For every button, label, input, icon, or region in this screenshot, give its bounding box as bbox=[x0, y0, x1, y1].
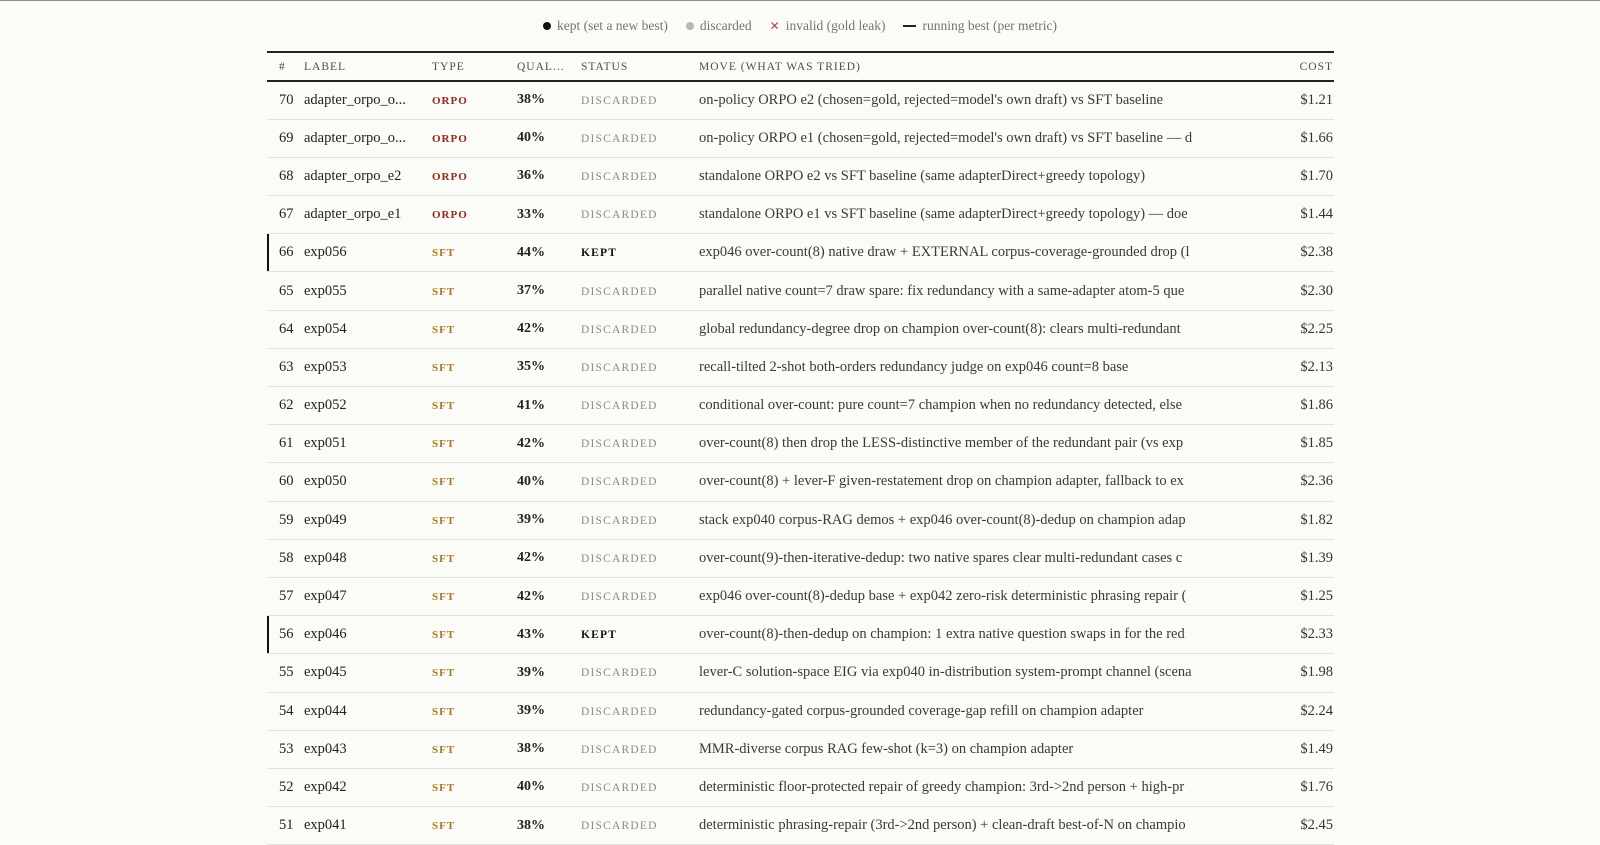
type-badge: SFT bbox=[432, 743, 456, 756]
legend-invalid bbox=[770, 18, 886, 34]
table-row[interactable] bbox=[267, 234, 1334, 272]
row-cost-cell: $2.13 bbox=[1211, 348, 1334, 386]
row-status-cell bbox=[581, 654, 699, 692]
row-move-cell: deterministic phrasing-repair (3rd->2nd person) + clean-draft best-of-N on champio bbox=[699, 807, 1211, 845]
type-badge: SFT bbox=[432, 705, 456, 718]
row-number-cell: 55 bbox=[267, 654, 304, 692]
row-type-cell bbox=[432, 807, 517, 845]
row-number-cell: 63 bbox=[267, 348, 304, 386]
row-quality-cell: 40% bbox=[517, 119, 581, 157]
row-move-cell: standalone ORPO e2 vs SFT baseline (same adapterDirect+greedy topology) bbox=[699, 157, 1211, 195]
type-badge: ORPO bbox=[432, 94, 468, 107]
row-label-cell: exp051 bbox=[304, 425, 432, 463]
row-quality-cell: 42% bbox=[517, 539, 581, 577]
legend-discarded-label: discarded bbox=[699, 18, 752, 33]
type-badge: SFT bbox=[432, 667, 456, 680]
row-quality-cell: 42% bbox=[517, 310, 581, 348]
experiments-table bbox=[267, 51, 1334, 845]
row-quality-cell: 39% bbox=[517, 501, 581, 539]
row-quality-cell: 38% bbox=[517, 807, 581, 845]
row-cost-cell: $1.76 bbox=[1211, 768, 1334, 806]
row-cost-cell: $1.85 bbox=[1211, 425, 1334, 463]
row-cost-cell: $2.30 bbox=[1211, 272, 1334, 310]
row-cost-cell: $1.86 bbox=[1211, 387, 1334, 425]
table-row[interactable] bbox=[267, 768, 1334, 806]
row-move-cell: conditional over-count: pure count=7 champion when no redundancy detected, else bbox=[699, 387, 1211, 425]
row-status-cell bbox=[581, 501, 699, 539]
row-status-cell bbox=[581, 463, 699, 501]
row-type-cell bbox=[432, 234, 517, 272]
row-move-cell: recall-tilted 2-shot both-orders redundancy judge on exp046 count=8 base bbox=[699, 348, 1211, 386]
row-cost-cell: $1.39 bbox=[1211, 539, 1334, 577]
status-badge: DISCARDED bbox=[581, 591, 658, 604]
row-cost-cell: $1.70 bbox=[1211, 157, 1334, 195]
invalid-x-icon: ✕ bbox=[769, 19, 780, 33]
row-quality-cell: 40% bbox=[517, 768, 581, 806]
table-row[interactable] bbox=[267, 119, 1334, 157]
row-label-cell: exp053 bbox=[304, 348, 432, 386]
row-status-cell bbox=[581, 310, 699, 348]
row-quality-cell: 38% bbox=[517, 81, 581, 119]
row-cost-cell: $1.66 bbox=[1211, 119, 1334, 157]
status-badge: KEPT bbox=[581, 629, 618, 642]
row-status-cell bbox=[581, 807, 699, 845]
status-badge: DISCARDED bbox=[581, 743, 658, 756]
row-number-cell: 62 bbox=[267, 387, 304, 425]
row-label-cell: exp044 bbox=[304, 692, 432, 730]
running-best-line-icon bbox=[903, 25, 916, 27]
row-move-cell: stack exp040 corpus-RAG demos + exp046 over-count(8)-dedup on champion adap bbox=[699, 501, 1211, 539]
row-number-cell: 66 bbox=[267, 234, 304, 272]
status-badge: DISCARDED bbox=[581, 476, 658, 489]
row-label-cell: exp048 bbox=[304, 539, 432, 577]
legend-kept-label: kept (set a new best) bbox=[556, 18, 668, 33]
type-badge: SFT bbox=[432, 552, 456, 565]
row-number-cell: 67 bbox=[267, 196, 304, 234]
row-type-cell bbox=[432, 616, 517, 654]
row-type-cell bbox=[432, 654, 517, 692]
legend bbox=[0, 17, 1600, 35]
status-badge: DISCARDED bbox=[581, 705, 658, 718]
row-number-cell: 59 bbox=[267, 501, 304, 539]
row-label-cell: exp041 bbox=[304, 807, 432, 845]
row-quality-cell: 36% bbox=[517, 157, 581, 195]
row-label-cell: exp045 bbox=[304, 654, 432, 692]
table-row[interactable] bbox=[267, 730, 1334, 768]
type-badge: SFT bbox=[432, 323, 456, 336]
row-number-cell: 54 bbox=[267, 692, 304, 730]
row-number-cell: 56 bbox=[267, 616, 304, 654]
row-move-cell: on-policy ORPO e1 (chosen=gold, rejected=model's own draft) vs SFT baseline — d bbox=[699, 119, 1211, 157]
row-type-cell bbox=[432, 539, 517, 577]
type-badge: ORPO bbox=[432, 209, 468, 222]
legend-invalid-label: invalid (gold leak) bbox=[785, 18, 886, 33]
table-row[interactable] bbox=[267, 157, 1334, 195]
row-move-cell: lever-C solution-space EIG via exp040 in-distribution system-prompt channel (scena bbox=[699, 654, 1211, 692]
row-status-cell bbox=[581, 577, 699, 615]
row-type-cell bbox=[432, 692, 517, 730]
row-status-cell bbox=[581, 730, 699, 768]
row-status-cell bbox=[581, 272, 699, 310]
row-move-cell: over-count(8) + lever-F given-restatement drop on champion adapter, fallback to ex bbox=[699, 463, 1211, 501]
row-status-cell bbox=[581, 768, 699, 806]
kept-dot-icon bbox=[543, 22, 551, 30]
row-label-cell: exp043 bbox=[304, 730, 432, 768]
row-quality-cell: 44% bbox=[517, 234, 581, 272]
row-cost-cell: $1.49 bbox=[1211, 730, 1334, 768]
table-row[interactable] bbox=[267, 310, 1334, 348]
row-status-cell bbox=[581, 196, 699, 234]
status-badge: DISCARDED bbox=[581, 400, 658, 413]
row-type-cell bbox=[432, 81, 517, 119]
row-label-cell: exp054 bbox=[304, 310, 432, 348]
table-row[interactable] bbox=[267, 692, 1334, 730]
row-cost-cell: $1.98 bbox=[1211, 654, 1334, 692]
row-number-cell: 70 bbox=[267, 81, 304, 119]
row-type-cell bbox=[432, 501, 517, 539]
row-label-cell: exp046 bbox=[304, 616, 432, 654]
row-type-cell bbox=[432, 387, 517, 425]
status-badge: DISCARDED bbox=[581, 323, 658, 336]
row-number-cell: 69 bbox=[267, 119, 304, 157]
row-cost-cell: $2.38 bbox=[1211, 234, 1334, 272]
row-move-cell: on-policy ORPO e2 (chosen=gold, rejected=model's own draft) vs SFT baseline bbox=[699, 81, 1211, 119]
type-badge: ORPO bbox=[432, 132, 468, 145]
top-accent-line bbox=[0, 0, 1600, 1]
row-cost-cell: $1.44 bbox=[1211, 196, 1334, 234]
status-badge: DISCARDED bbox=[581, 552, 658, 565]
type-badge: SFT bbox=[432, 476, 456, 489]
legend-kept bbox=[543, 18, 668, 34]
table-row[interactable] bbox=[267, 348, 1334, 386]
table-row[interactable] bbox=[267, 654, 1334, 692]
table-row[interactable] bbox=[267, 501, 1334, 539]
type-badge: ORPO bbox=[432, 170, 468, 183]
row-move-cell: deterministic floor-protected repair of greedy champion: 3rd->2nd person + high-pr bbox=[699, 768, 1211, 806]
legend-running-best bbox=[903, 18, 1057, 34]
header-num[interactable]: # bbox=[267, 52, 304, 81]
legend-discarded bbox=[686, 18, 752, 34]
type-badge: SFT bbox=[432, 629, 456, 642]
row-type-cell bbox=[432, 425, 517, 463]
row-status-cell bbox=[581, 157, 699, 195]
legend-running-best-label: running best (per metric) bbox=[922, 18, 1058, 33]
status-badge: DISCARDED bbox=[581, 438, 658, 451]
row-type-cell bbox=[432, 157, 517, 195]
type-badge: SFT bbox=[432, 514, 456, 527]
experiments-table-container bbox=[267, 51, 1334, 845]
row-move-cell: exp046 over-count(8)-dedup base + exp042 zero-risk deterministic phrasing repair ( bbox=[699, 577, 1211, 615]
row-cost-cell: $1.21 bbox=[1211, 81, 1334, 119]
row-quality-cell: 35% bbox=[517, 348, 581, 386]
row-label-cell: adapter_orpo_o... bbox=[304, 119, 432, 157]
table-row[interactable] bbox=[267, 616, 1334, 654]
row-type-cell bbox=[432, 348, 517, 386]
row-move-cell: global redundancy-degree drop on champion over-count(8): clears multi-redundant bbox=[699, 310, 1211, 348]
row-label-cell: adapter_orpo_e1 bbox=[304, 196, 432, 234]
row-type-cell bbox=[432, 196, 517, 234]
row-quality-cell: 33% bbox=[517, 196, 581, 234]
row-type-cell bbox=[432, 577, 517, 615]
row-type-cell bbox=[432, 272, 517, 310]
row-move-cell: MMR-diverse corpus RAG few-shot (k=3) on champion adapter bbox=[699, 730, 1211, 768]
row-status-cell bbox=[581, 387, 699, 425]
row-number-cell: 61 bbox=[267, 425, 304, 463]
row-status-cell bbox=[581, 616, 699, 654]
type-badge: SFT bbox=[432, 285, 456, 298]
row-move-cell: over-count(8)-then-dedup on champion: 1 extra native question swaps in for the red bbox=[699, 616, 1211, 654]
row-label-cell: exp056 bbox=[304, 234, 432, 272]
type-badge: SFT bbox=[432, 400, 456, 413]
status-badge: DISCARDED bbox=[581, 170, 658, 183]
row-move-cell: parallel native count=7 draw spare: fix redundancy with a same-adapter atom-5 que bbox=[699, 272, 1211, 310]
row-quality-cell: 40% bbox=[517, 463, 581, 501]
row-number-cell: 60 bbox=[267, 463, 304, 501]
row-label-cell: exp055 bbox=[304, 272, 432, 310]
table-row[interactable] bbox=[267, 425, 1334, 463]
row-quality-cell: 43% bbox=[517, 616, 581, 654]
row-status-cell bbox=[581, 539, 699, 577]
discarded-dot-icon bbox=[686, 22, 694, 30]
row-label-cell: exp052 bbox=[304, 387, 432, 425]
row-cost-cell: $2.25 bbox=[1211, 310, 1334, 348]
row-label-cell: exp047 bbox=[304, 577, 432, 615]
row-number-cell: 52 bbox=[267, 768, 304, 806]
header-type[interactable]: TYPE bbox=[432, 52, 517, 81]
status-badge: DISCARDED bbox=[581, 94, 658, 107]
row-cost-cell: $2.36 bbox=[1211, 463, 1334, 501]
status-badge: DISCARDED bbox=[581, 514, 658, 527]
status-badge: DISCARDED bbox=[581, 820, 658, 833]
row-cost-cell: $2.24 bbox=[1211, 692, 1334, 730]
row-status-cell bbox=[581, 81, 699, 119]
row-type-cell bbox=[432, 768, 517, 806]
row-status-cell bbox=[581, 692, 699, 730]
row-quality-cell: 39% bbox=[517, 654, 581, 692]
table-row[interactable] bbox=[267, 807, 1334, 845]
row-quality-cell: 38% bbox=[517, 730, 581, 768]
table-row[interactable] bbox=[267, 387, 1334, 425]
row-type-cell bbox=[432, 119, 517, 157]
type-badge: SFT bbox=[432, 591, 456, 604]
row-label-cell: exp042 bbox=[304, 768, 432, 806]
table-header-row bbox=[267, 52, 1334, 81]
status-badge: DISCARDED bbox=[581, 209, 658, 222]
type-badge: SFT bbox=[432, 247, 456, 260]
row-number-cell: 65 bbox=[267, 272, 304, 310]
table-row[interactable] bbox=[267, 81, 1334, 119]
table-row[interactable] bbox=[267, 463, 1334, 501]
row-label-cell: exp050 bbox=[304, 463, 432, 501]
row-number-cell: 68 bbox=[267, 157, 304, 195]
table-row[interactable] bbox=[267, 196, 1334, 234]
row-number-cell: 51 bbox=[267, 807, 304, 845]
row-cost-cell: $1.82 bbox=[1211, 501, 1334, 539]
row-status-cell bbox=[581, 234, 699, 272]
row-label-cell: adapter_orpo_e2 bbox=[304, 157, 432, 195]
row-quality-cell: 42% bbox=[517, 577, 581, 615]
row-cost-cell: $2.33 bbox=[1211, 616, 1334, 654]
row-status-cell bbox=[581, 119, 699, 157]
table-row[interactable] bbox=[267, 577, 1334, 615]
type-badge: SFT bbox=[432, 820, 456, 833]
status-badge: DISCARDED bbox=[581, 667, 658, 680]
status-badge: KEPT bbox=[581, 247, 618, 260]
row-move-cell: redundancy-gated corpus-grounded coverage-gap refill on champion adapter bbox=[699, 692, 1211, 730]
status-badge: DISCARDED bbox=[581, 132, 658, 145]
header-cost[interactable]: COST bbox=[1211, 52, 1334, 81]
row-number-cell: 58 bbox=[267, 539, 304, 577]
row-type-cell bbox=[432, 463, 517, 501]
row-quality-cell: 42% bbox=[517, 425, 581, 463]
header-label[interactable]: LABEL bbox=[304, 52, 432, 81]
table-row[interactable] bbox=[267, 272, 1334, 310]
row-number-cell: 53 bbox=[267, 730, 304, 768]
type-badge: SFT bbox=[432, 781, 456, 794]
status-badge: DISCARDED bbox=[581, 361, 658, 374]
status-badge: DISCARDED bbox=[581, 285, 658, 298]
row-type-cell bbox=[432, 310, 517, 348]
row-status-cell bbox=[581, 348, 699, 386]
row-status-cell bbox=[581, 425, 699, 463]
row-type-cell bbox=[432, 730, 517, 768]
row-move-cell: standalone ORPO e1 vs SFT baseline (same adapterDirect+greedy topology) — doe bbox=[699, 196, 1211, 234]
row-number-cell: 57 bbox=[267, 577, 304, 615]
header-quality[interactable]: QUAL... bbox=[517, 52, 581, 81]
row-cost-cell: $2.45 bbox=[1211, 807, 1334, 845]
header-move[interactable]: MOVE (WHAT WAS TRIED) bbox=[699, 52, 1211, 81]
row-label-cell: adapter_orpo_o... bbox=[304, 81, 432, 119]
row-move-cell: over-count(8) then drop the LESS-distinctive member of the redundant pair (vs exp bbox=[699, 425, 1211, 463]
row-quality-cell: 37% bbox=[517, 272, 581, 310]
row-quality-cell: 39% bbox=[517, 692, 581, 730]
table-row[interactable] bbox=[267, 539, 1334, 577]
row-move-cell: exp046 over-count(8) native draw + EXTERNAL corpus-coverage-grounded drop (l bbox=[699, 234, 1211, 272]
row-quality-cell: 41% bbox=[517, 387, 581, 425]
row-move-cell: over-count(9)-then-iterative-dedup: two native spares clear multi-redundant cases c bbox=[699, 539, 1211, 577]
status-badge: DISCARDED bbox=[581, 781, 658, 794]
type-badge: SFT bbox=[432, 361, 456, 374]
table-body bbox=[267, 81, 1334, 845]
row-label-cell: exp049 bbox=[304, 501, 432, 539]
row-number-cell: 64 bbox=[267, 310, 304, 348]
type-badge: SFT bbox=[432, 438, 456, 451]
row-cost-cell: $1.25 bbox=[1211, 577, 1334, 615]
header-status[interactable]: STATUS bbox=[581, 52, 699, 81]
